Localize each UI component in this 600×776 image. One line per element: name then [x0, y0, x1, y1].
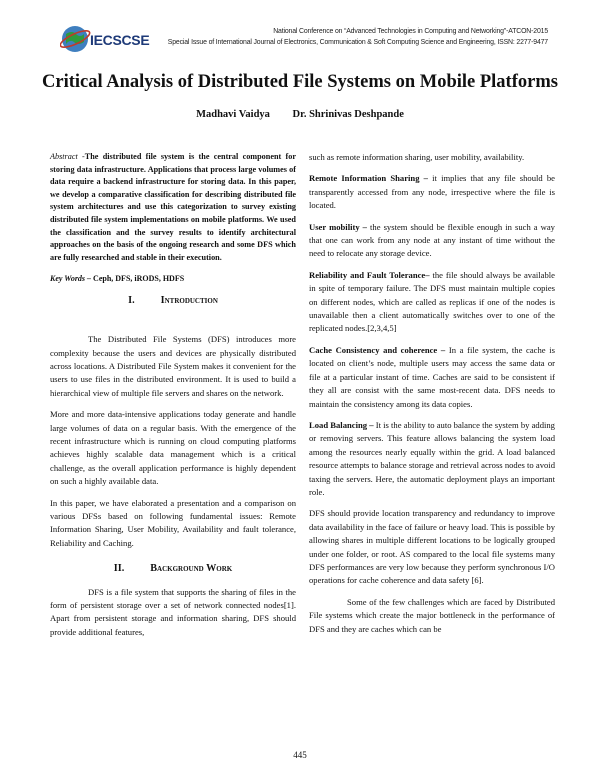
- definition-text: it implies that any file should be transparently accessed from any node, irrespective where the file is located.: [309, 173, 555, 211]
- definition-term: Reliability and Fault Tolerance–: [309, 269, 430, 280]
- globe-icon: [60, 22, 94, 56]
- section-title: Introduction: [160, 294, 218, 306]
- definition-text: In a file system, the cache is located on client’s node, multiple users may access the same data or file at a particular instant of time. Caches are said to be consistent if they all are consist with the same most-recent data. DFS needs to maintain the consistency among its data copies.: [309, 344, 555, 409]
- paragraph: such as remote information sharing, user mobility, availability.: [309, 152, 525, 162]
- definition-item: [309, 221, 555, 261]
- journal-issue: Special Issue of International Journal of Electronics, Communication & Soft Computing Science and Engineering, ISSN: 2277-9477: [167, 39, 548, 46]
- paragraph: In this paper, we have elaborated a presentation and a comparison on various DFSs based on following fundamental issues: Remote Information Sharing, User Mobility, Availability and fault tolerance, Reliability and Caching.: [50, 497, 296, 548]
- logo-text: IECSCSE: [90, 32, 150, 48]
- page-number: 445: [293, 750, 307, 760]
- paragraph: More and more data-intensive applications today generate and handle large volumes of data on a regular basis. With the emergence of the recent infrastructure which is running on cloud computing platforms achieves highly scalable data management which is a critical challenge, as the overall application performance is highly dependent on such a highly available data.: [50, 409, 296, 487]
- author-name: Dr. Shrinivas Deshpande: [292, 109, 404, 120]
- definition-item: [309, 344, 555, 411]
- abstract-text: The distributed file system is the central component for storing data infrastructure. Applications that process large volumes of data require a backend infrastructure for storing data. In this paper, we develop a comparative classification for describing distributed file system architectures and use this categorization to survey existing distributed file system implementations on mobile platforms. We used the classification and the survey results to identify architectural approaches on the basis of the ongoing research and some DFS which are fully researched and stable in their execution.: [50, 152, 296, 262]
- definition-term: Cache Consistency and coherence –: [309, 344, 446, 355]
- keywords: [50, 272, 296, 285]
- abstract: [50, 151, 296, 264]
- section-number: I.: [128, 294, 135, 306]
- definition-term: User mobility –: [309, 221, 367, 232]
- definition-text: It is the ability to auto balance the system by adding or removing servers. This feature allows balancing the system load among the resources nearly equally within the grid. A load balanced resource attempts to balance storage and retrieval across nodes to avoid taxing the servers. Here, the automatic deployment plays an important role.: [309, 419, 555, 497]
- section-heading: [50, 562, 296, 575]
- definition-term: Remote Information Sharing –: [309, 173, 428, 184]
- right-column: [309, 151, 555, 644]
- definition-text: the file should always be available in spite of temporary failure. The DFS must maintain multiple copies on different nodes, which are called as replicas if one of the nodes is unavailable then a client automatically switches over to one of the replicated nodes.[2,3,4,5]: [309, 269, 555, 334]
- keywords-text: Ceph, DFS, iRODS, HDFS: [91, 274, 185, 284]
- author-list: [0, 109, 600, 120]
- section-title: Background Work: [150, 563, 233, 575]
- conference-name: National Conference on “Advanced Technologies in Computing and Networking"-ATCON-2015: [273, 28, 548, 35]
- definition-text: the system should be flexible enough in such a way that one can work from any node at any instant of time without the need to relocate any storage device.: [309, 221, 555, 259]
- paper-title: Critical Analysis of Distributed File Systems on Mobile Platforms: [42, 72, 558, 92]
- keywords-label: Key Words –: [50, 274, 92, 284]
- paragraph: DFS should provide location transparency and redundancy to improve data availability in the face of failure or heavy load. This is possible by allowing shares in multiple different locations to be logically grouped under one folder, or root. AS compared to the local file systems many DFS performances are very low because they perform synchronous I/O operations for cache coherence and data safety [6].: [309, 508, 555, 586]
- section-number: II.: [113, 563, 125, 575]
- definition-item: [309, 269, 555, 336]
- definition-item: [309, 419, 555, 499]
- author-name: Madhavi Vaidya: [196, 109, 270, 120]
- definition-term: Load Balancing –: [309, 419, 374, 430]
- definition-item: [309, 172, 555, 212]
- paragraph: DFS is a file system that supports the sharing of files in the form of persistent storage over a set of network connected nodes[1]. Apart from persistent storage and information sharing, DFS should provide additional features,: [50, 586, 296, 637]
- paragraph: The Distributed File Systems (DFS) introduces more complexity because the users and devices are physically distributed across locations. A Distributed File System makes it convenient for the users to use files in the distributed environment. It is used to build a hierarchical view of multiple file servers and shares on the network.: [50, 334, 296, 398]
- abstract-label: Abstract -: [50, 152, 85, 161]
- paragraph: Some of the few challenges which are faced by Distributed File systems which create the major bottleneck in the performance of DFS and they are caches which can be: [309, 596, 555, 634]
- left-column: [50, 151, 296, 647]
- section-heading: [50, 294, 296, 307]
- conference-header: [128, 26, 548, 48]
